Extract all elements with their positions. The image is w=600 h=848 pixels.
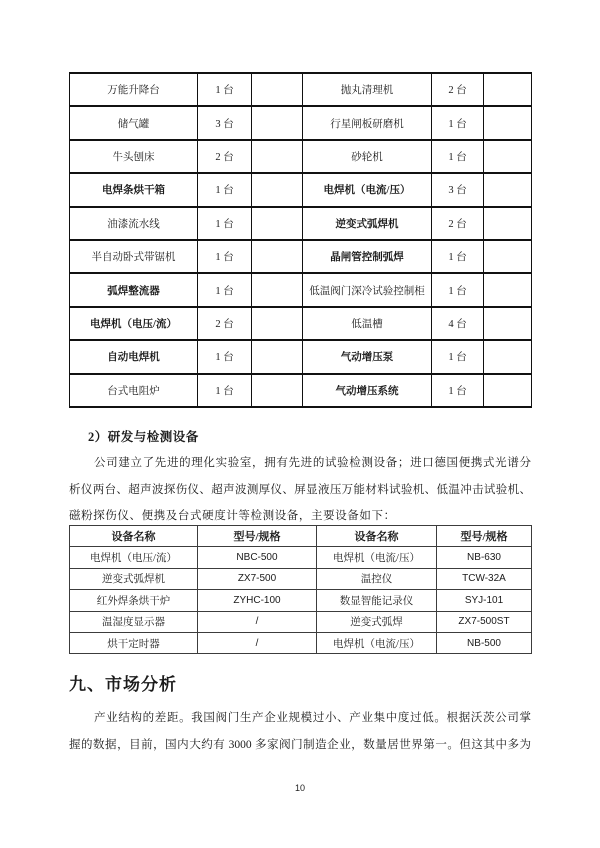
equipment-name-cell: 气动增压泵 (303, 340, 432, 373)
equipment-name-cell: 电焊条烘干箱 (70, 173, 198, 206)
paragraph-line: 析仪两台、超声波探伤仪、超声波测厚仪、屏显液压万能材料试验机、低温冲击试验机、 (69, 483, 531, 496)
empty-cell (252, 173, 303, 206)
empty-cell (252, 374, 303, 407)
equipment-row (70, 173, 532, 206)
equipment-row (70, 106, 532, 139)
equipment-name-cell: 自动电焊机 (70, 340, 198, 373)
detection-table-header-cell: 设备名称 (317, 526, 437, 547)
device-name-cell: 电焊机（电流/压） (317, 632, 437, 653)
empty-cell (252, 106, 303, 139)
equipment-name-cell: 万能升降台 (70, 73, 198, 106)
quantity-cell: 2 台 (198, 307, 252, 340)
quantity-cell: 1 台 (198, 374, 252, 407)
quantity-cell: 1 台 (198, 273, 252, 306)
equipment-name-cell: 电焊机（电压/流） (70, 307, 198, 340)
equipment-row (70, 307, 532, 340)
detection-table-header-row (70, 526, 532, 547)
paragraph-line: 产业结构的差距。我国阀门生产企业规模过小、产业集中度过低。根据沃茨公司掌 (94, 712, 531, 724)
empty-cell (484, 106, 532, 139)
equipment-name-cell: 行星闸板研磨机 (303, 106, 432, 139)
equipment-row (70, 240, 532, 273)
empty-cell (252, 340, 303, 373)
equipment-name-cell: 储气罐 (70, 106, 198, 139)
model-spec-cell: ZX7-500ST (437, 611, 532, 632)
equipment-row (70, 73, 532, 106)
empty-cell (484, 73, 532, 106)
model-spec-cell: / (198, 611, 317, 632)
empty-cell (252, 140, 303, 173)
device-name-cell: 电焊机（电压/流） (70, 547, 198, 568)
device-name-cell: 红外焊条烘干炉 (70, 590, 198, 611)
device-name-cell: 电焊机（电流/压） (317, 547, 437, 568)
quantity-cell: 1 台 (432, 273, 484, 306)
equipment-name-cell: 牛头刨床 (70, 140, 198, 173)
model-spec-cell: / (198, 632, 317, 653)
model-spec-cell: NBC-500 (198, 547, 317, 568)
model-spec-cell: SYJ-101 (437, 590, 532, 611)
equipment-name-cell: 晶闸管控制弧焊 (303, 240, 432, 273)
quantity-cell: 1 台 (432, 374, 484, 407)
empty-cell (252, 207, 303, 240)
empty-cell (484, 374, 532, 407)
empty-cell (252, 307, 303, 340)
paragraph-line: 握的数据，目前，国内大约有 3000 多家阀门制造企业，数量居世界第一。但这其中多为 (69, 738, 531, 751)
detection-row (70, 611, 532, 632)
equipment-row (70, 374, 532, 407)
empty-cell (252, 240, 303, 273)
quantity-cell: 1 台 (198, 240, 252, 273)
equipment-name-cell: 抛丸清理机 (303, 73, 432, 106)
rd-section-paragraph (69, 450, 531, 530)
market-section-paragraph (69, 705, 531, 758)
model-spec-cell: ZX7-500 (198, 568, 317, 589)
equipment-name-cell: 半自动卧式带锯机 (70, 240, 198, 273)
empty-cell (484, 140, 532, 173)
quantity-cell: 3 台 (198, 106, 252, 139)
model-spec-cell: NB-500 (437, 632, 532, 653)
quantity-cell: 2 台 (198, 140, 252, 173)
market-section-heading: 九、市场分析 (69, 675, 177, 694)
equipment-name-cell: 气动增压系统 (303, 374, 432, 407)
equipment-row (70, 207, 532, 240)
empty-cell (484, 307, 532, 340)
empty-cell (484, 240, 532, 273)
paragraph-line: 磁粉探伤仪、便携及台式硬度计等检测设备，主要设备如下： (69, 510, 396, 522)
paragraph-line: 公司建立了先进的理化实验室，拥有先进的试验检测设备；进口德国便携式光谱分 (94, 457, 531, 469)
quantity-cell: 2 台 (432, 207, 484, 240)
model-spec-cell: ZYHC-100 (198, 590, 317, 611)
empty-cell (484, 207, 532, 240)
equipment-name-cell: 逆变式弧焊机 (303, 207, 432, 240)
quantity-cell: 1 台 (432, 106, 484, 139)
quantity-cell: 1 台 (198, 73, 252, 106)
device-name-cell: 温控仪 (317, 568, 437, 589)
quantity-cell: 1 台 (198, 340, 252, 373)
quantity-cell: 1 台 (198, 173, 252, 206)
equipment-name-cell: 低温阀门深冷试验控制柜 (303, 273, 432, 306)
equipment-name-cell: 砂轮机 (303, 140, 432, 173)
equipment-name-cell: 电焊机（电流/压） (303, 173, 432, 206)
empty-cell (252, 73, 303, 106)
quantity-cell: 1 台 (432, 340, 484, 373)
detection-table-header-cell: 型号/规格 (437, 526, 532, 547)
detection-table-header-cell: 型号/规格 (198, 526, 317, 547)
detection-table-header-cell: 设备名称 (70, 526, 198, 547)
device-name-cell: 温湿度显示器 (70, 611, 198, 632)
device-name-cell: 烘干定时器 (70, 632, 198, 653)
detection-row (70, 590, 532, 611)
quantity-cell: 1 台 (432, 240, 484, 273)
device-name-cell: 数显智能记录仪 (317, 590, 437, 611)
detection-row (70, 632, 532, 653)
equipment-row (70, 273, 532, 306)
device-name-cell: 逆变式弧焊 (317, 611, 437, 632)
equipment-count-table-body (70, 73, 532, 407)
rd-section-heading: 2）研发与检测设备 (88, 430, 199, 444)
empty-cell (484, 173, 532, 206)
quantity-cell: 3 台 (432, 173, 484, 206)
model-spec-cell: TCW-32A (437, 568, 532, 589)
equipment-name-cell: 台式电阻炉 (70, 374, 198, 407)
quantity-cell: 4 台 (432, 307, 484, 340)
equipment-name-cell: 油漆流水线 (70, 207, 198, 240)
detection-equipment-table (69, 525, 532, 654)
quantity-cell: 2 台 (432, 73, 484, 106)
device-name-cell: 逆变式弧焊机 (70, 568, 198, 589)
model-spec-cell: NB-630 (437, 547, 532, 568)
equipment-name-cell: 弧焊整流器 (70, 273, 198, 306)
empty-cell (252, 273, 303, 306)
equipment-row (70, 140, 532, 173)
quantity-cell: 1 台 (198, 207, 252, 240)
empty-cell (484, 340, 532, 373)
detection-table-body (70, 547, 532, 654)
quantity-cell: 1 台 (432, 140, 484, 173)
equipment-count-table (69, 72, 532, 408)
equipment-name-cell: 低温槽 (303, 307, 432, 340)
detection-row (70, 547, 532, 568)
equipment-row (70, 340, 532, 373)
detection-row (70, 568, 532, 589)
empty-cell (484, 273, 532, 306)
page-number: 10 (294, 783, 305, 793)
